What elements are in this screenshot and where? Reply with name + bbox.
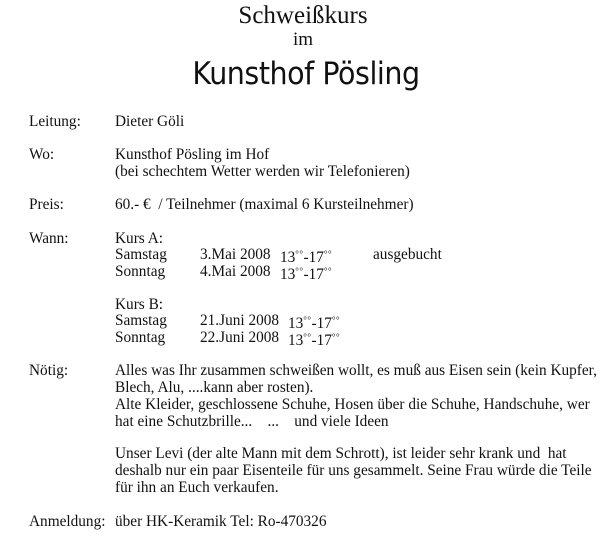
noetig-label: Nötig:: [29, 362, 69, 379]
leitung-label: Leitung:: [29, 113, 81, 130]
preis-value: 60.- € / Teilnehmer (maximal 6 Kursteilnehmer): [115, 196, 414, 213]
course-a-session-1-time: 13°°-17°°: [280, 249, 333, 266]
anmeldung-label: Anmeldung:: [29, 513, 106, 530]
noetig-line-3: Alte Kleider, geschlossene Schuhe, Hosen über die Schuhe, Handschuhe, wer: [115, 396, 590, 413]
preis-label: Preis:: [29, 196, 64, 213]
noetig-line-6: deshalb nur ein paar Eisenteile für uns gesammelt. Seine Frau würde die Teile: [115, 462, 592, 479]
anmeldung-value: über HK-Keramik Tel: Ro-470326: [115, 513, 327, 530]
noetig-line-4: hat eine Schutzbrille... ... und viele Ideen: [115, 413, 389, 430]
course-a-session-2-day: Sonntag: [115, 263, 166, 280]
wo-label: Wo:: [29, 146, 55, 163]
venue-title: Kunsthof Pösling: [192, 56, 420, 92]
course-b-name: Kurs B:: [115, 296, 164, 313]
document-subtitle: im: [292, 29, 314, 50]
course-a-session-2-date: 4.Mai 2008: [200, 263, 271, 280]
course-b-session-1-day: Samstag: [115, 312, 167, 329]
noetig-line-1: Alles was Ihr zusammen schweißen wollt, es muß aus Eisen sein (kein Kupfer,: [115, 362, 597, 379]
wo-line-1: Kunsthof Pösling im Hof: [115, 146, 270, 163]
noetig-line-5: Unser Levi (der alte Mann mit dem Schrott), ist leider sehr krank und hat: [115, 445, 567, 462]
course-b-session-1-time: 13°°-17°°: [288, 315, 341, 332]
wann-label: Wann:: [29, 230, 69, 247]
course-b-session-1-date: 21.Juni 2008: [200, 312, 280, 329]
course-a-session-1-day: Samstag: [115, 246, 167, 263]
noetig-line-7: für ihn an Euch verkaufen.: [115, 479, 279, 496]
course-a-name: Kurs A:: [115, 230, 164, 247]
course-a-session-1-date: 3.Mai 2008: [200, 246, 271, 263]
course-b-session-2-day: Sonntag: [115, 329, 166, 346]
wo-line-2: (bei schechtem Wetter werden wir Telefonieren): [115, 163, 410, 180]
course-a-session-1-status: ausgebucht: [373, 246, 442, 263]
leitung-value: Dieter Göli: [115, 113, 185, 130]
course-b-session-2-time: 13°°-17°°: [288, 332, 341, 349]
noetig-line-2: Blech, Alu, ....kann aber rosten).: [115, 379, 314, 396]
document-title: Schweißkurs: [238, 2, 368, 29]
course-a-session-2-time: 13°°-17°°: [280, 266, 333, 283]
course-b-session-2-date: 22.Juni 2008: [200, 329, 280, 346]
